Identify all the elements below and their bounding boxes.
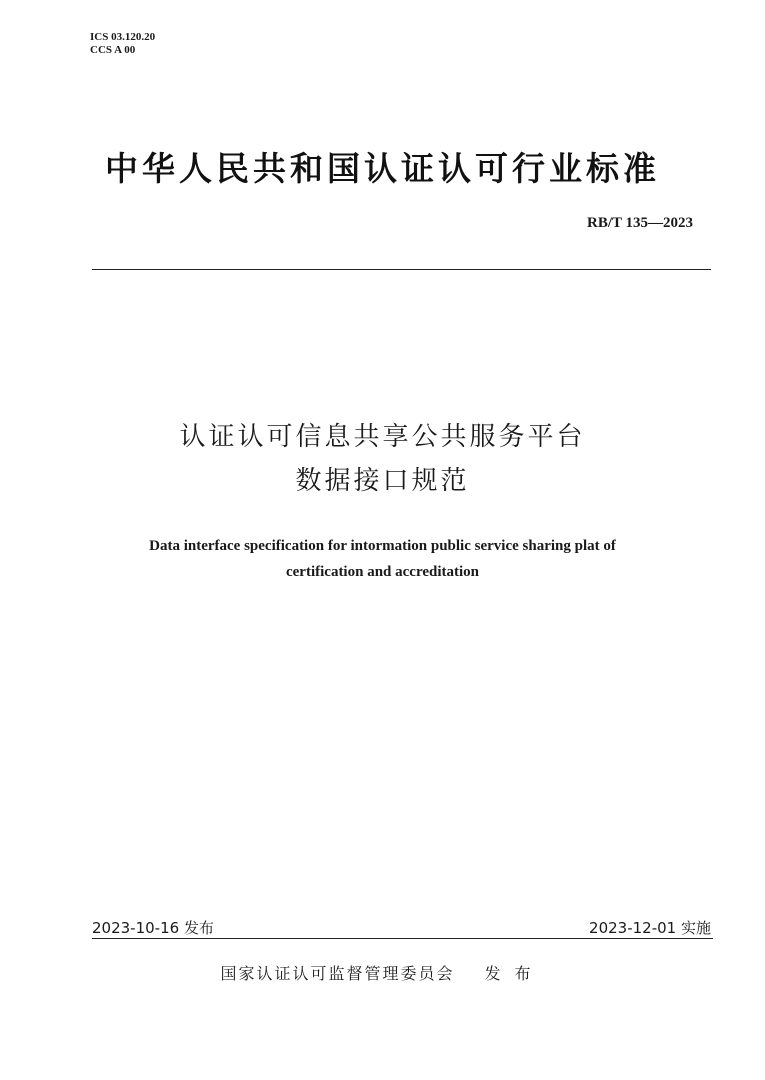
- publisher-name: 国家认证认可监督管理委员会: [220, 964, 455, 983]
- bottom-divider: [92, 938, 713, 939]
- document-title-line-2: 数据接口规范: [295, 466, 470, 496]
- english-title: [0, 533, 765, 585]
- english-title-line-2: certification and accreditation: [285, 564, 479, 580]
- english-title-line-1: Data interface specification for intormation public service sharing plat of: [149, 538, 616, 554]
- top-divider: [92, 269, 711, 270]
- issue-date: 2023-10-16 发布: [92, 919, 214, 937]
- publisher-line: [0, 961, 765, 984]
- ccs-code: CCS A 00: [90, 44, 136, 56]
- implementation-date: 2023-12-01 实施: [589, 919, 711, 937]
- standard-number: RB/T 135—2023: [587, 215, 693, 231]
- publisher-action: 发布: [484, 964, 545, 983]
- ics-code: ICS 03.120.20: [90, 31, 156, 43]
- industry-standard-title: 中华人民共和国认证认可行业标准: [105, 149, 660, 188]
- document-title: [0, 415, 765, 503]
- document-title-line-1: 认证认可信息共享公共服务平台: [179, 422, 586, 452]
- classification-codes: [90, 31, 155, 57]
